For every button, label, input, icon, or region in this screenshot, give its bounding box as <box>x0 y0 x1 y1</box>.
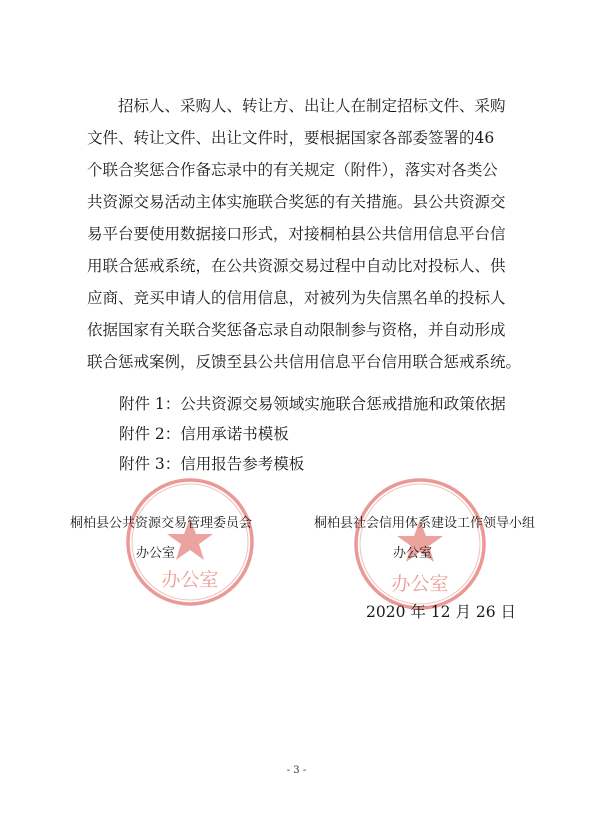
right-signature-org: 桐柏县社会信用体系建设工作领导小组 <box>314 516 536 531</box>
body-line: 个联合奖惩合作备忘录中的有关规定（附件），落实对各类公 <box>87 161 498 179</box>
body-line: 应商、竞买申请人的信用信息，对被列为失信黑名单的投标人 <box>87 289 506 307</box>
attachment-list <box>119 389 506 479</box>
left-signature-office: 办公室 <box>136 546 176 561</box>
body-paragraph <box>87 90 527 378</box>
seal-center-text: 办公室 <box>391 573 449 595</box>
body-line: 招标人、采购人、转让方、出让人在制定招标文件、采购 <box>118 97 506 115</box>
body-line: 文件、转让文件、出让文件时，要根据国家各部委签署的46 <box>87 129 495 147</box>
body-line: 易平台要使用数据接口形式，对接桐柏县公共信用信息平台信 <box>87 225 506 243</box>
seal-center-text: 办公室 <box>161 569 219 591</box>
attachment-item: 附件 3：信用报告参考模板 <box>119 455 305 473</box>
page-number: - 3 - <box>286 765 307 776</box>
attachment-item: 附件 2：信用承诺书模板 <box>119 425 289 443</box>
body-line: 联合惩戒案例，反馈至县公共信用信息平台信用联合惩戒系统。 <box>87 353 522 371</box>
left-signature-org: 桐柏县公共资源交易管理委员会 <box>70 516 253 531</box>
attachment-item: 附件 1：公共资源交易领域实施联合惩戒措施和政策依据 <box>119 395 506 413</box>
left-official-seal <box>122 474 258 610</box>
document-date: 2020 年 12 月 26 日 <box>366 603 517 621</box>
body-line: 共资源交易活动主体实施联合奖惩的有关措施。县公共资源交 <box>87 193 506 211</box>
body-line: 依据国家有关联合奖惩备忘录自动限制参与资格，并自动形成 <box>87 321 506 339</box>
body-line: 用联合惩戒系统，在公共资源交易过程中自动比对投标人、供 <box>87 257 506 275</box>
right-signature-office: 办公室 <box>393 546 433 561</box>
